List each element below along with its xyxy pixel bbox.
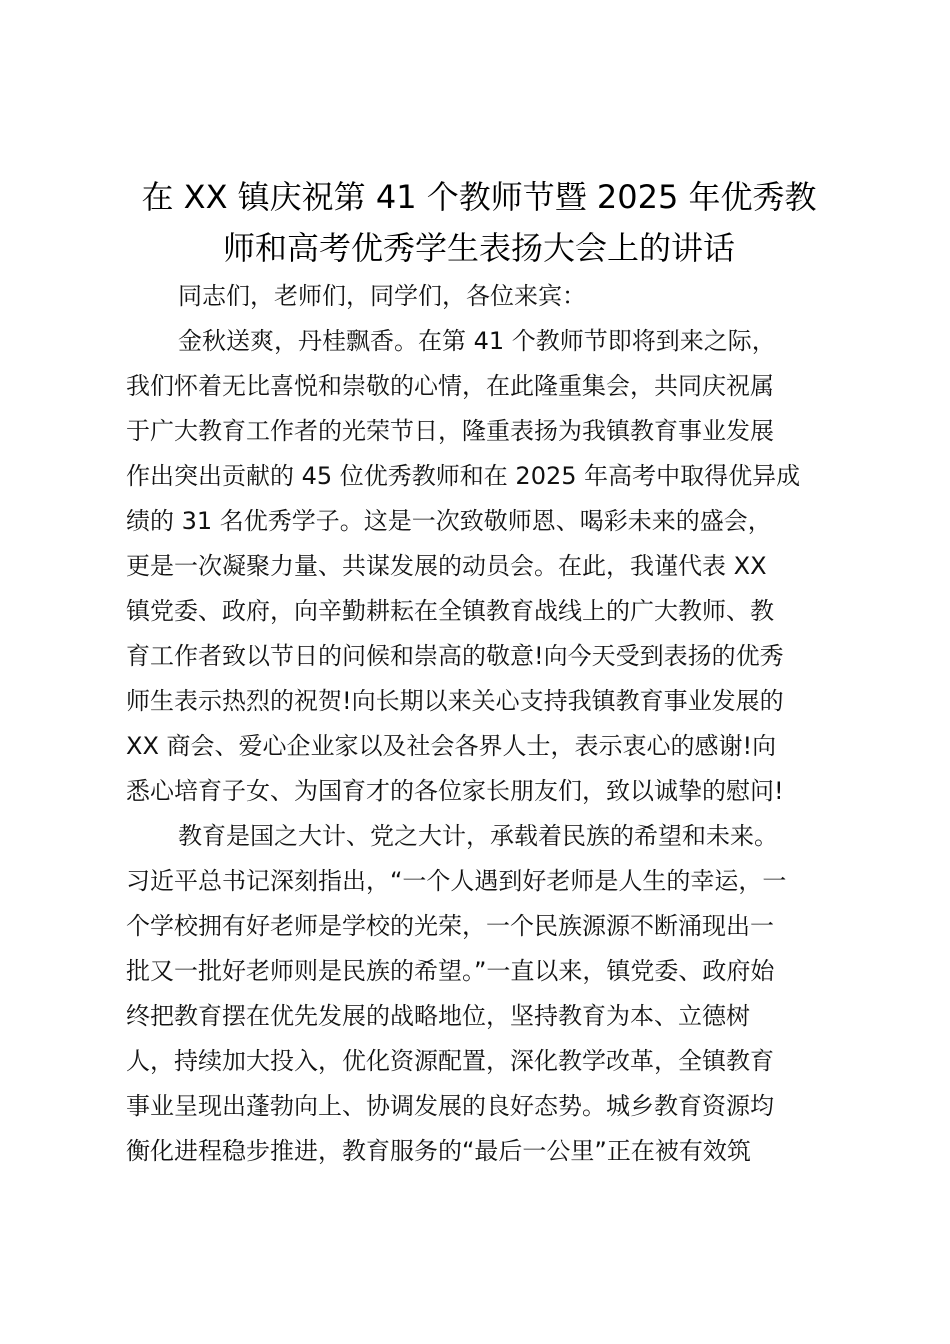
paragraph-line: 习近平总书记深刻指出，“一个人遇到好老师是人生的幸运，一 xyxy=(126,867,787,895)
paragraph-line: 批又一批好老师则是民族的希望。”一直以来，镇党委、政府始 xyxy=(126,957,775,985)
paragraph-2 xyxy=(126,814,832,1174)
salutation: 同志们，老师们，同学们，各位来宾： xyxy=(178,282,586,310)
paragraph-line: 衡化进程稳步推进，教育服务的“最后一公里”正在被有效筑 xyxy=(126,1137,751,1165)
document-body xyxy=(126,172,832,1174)
paragraph-line: 教育是国之大计、党之大计，承载着民族的希望和未来。 xyxy=(178,822,778,850)
paragraph-line: 师生表示热烈的祝贺!向长期以来关心支持我镇教育事业发展的 xyxy=(126,687,784,715)
paragraph-line: 更是一次凝聚力量、共谋发展的动员会。在此，我谨代表 XX xyxy=(126,552,767,580)
paragraph-line: 个学校拥有好老师是学校的光荣，一个民族源源不断涌现出一 xyxy=(126,912,774,940)
paragraph-line: 绩的 31 名优秀学子。这是一次致敬师恩、喝彩未来的盛会， xyxy=(126,507,772,535)
paragraph-line: 育工作者致以节日的问候和崇高的敬意!向今天受到表扬的优秀 xyxy=(126,642,784,670)
paragraph-1 xyxy=(126,319,832,814)
paragraph-line: XX 商会、爱心企业家以及社会各界人士，表示衷心的感谢!向 xyxy=(126,732,777,760)
paragraph-line: 于广大教育工作者的光荣节日，隆重表扬为我镇教育事业发展 xyxy=(126,417,774,445)
paragraph-line: 终把教育摆在优先发展的战略地位，坚持教育为本、立德树 xyxy=(126,1002,750,1030)
paragraph-line: 我们怀着无比喜悦和崇敬的心情，在此隆重集会，共同庆祝属 xyxy=(126,372,774,400)
document-title xyxy=(126,172,832,274)
title-line-1: 在 XX 镇庆祝第 41 个教师节暨 2025 年优秀教 xyxy=(141,178,817,216)
paragraph-line: 金秋送爽，丹桂飘香。在第 41 个教师节即将到来之际， xyxy=(178,327,776,355)
title-line-2: 师和高考优秀学生表扬大会上的讲话 xyxy=(222,229,735,267)
paragraph-line: 镇党委、政府，向辛勤耕耘在全镇教育战线上的广大教师、教 xyxy=(126,597,774,625)
paragraph-line: 人，持续加大投入，优化资源配置，深化教学改革，全镇教育 xyxy=(126,1047,774,1075)
paragraph-line: 事业呈现出蓬勃向上、协调发展的良好态势。城乡教育资源均 xyxy=(126,1092,774,1120)
paragraph-line: 悉心培育子女、为国育才的各位家长朋友们，致以诚挚的慰问! xyxy=(126,777,784,805)
paragraph-line: 作出突出贡献的 45 位优秀教师和在 2025 年高考中取得优异成 xyxy=(126,462,801,490)
